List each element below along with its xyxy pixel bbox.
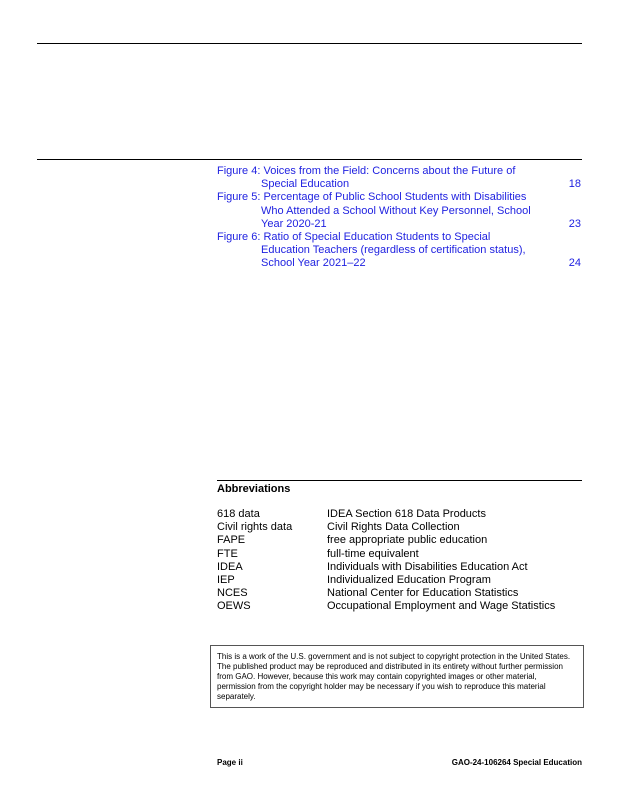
abbreviation-term: IDEA [217, 560, 243, 573]
figure-page-number: 23 [568, 217, 581, 230]
figure-title: Figure 6: Ratio of Special Education Students to Special [217, 231, 491, 244]
abbreviation-term: Civil rights data [217, 521, 293, 534]
abbreviation-row [217, 561, 583, 574]
figure-title-continued: Special Education [261, 178, 350, 191]
figure-link-5[interactable] [217, 191, 583, 231]
abbreviation-term: NCES [217, 587, 248, 600]
abbreviation-row [217, 521, 583, 534]
abbreviation-definition: Civil Rights Data Collection [327, 521, 460, 534]
abbreviation-row [217, 534, 583, 547]
abbreviation-row [217, 587, 583, 600]
abbreviation-row [217, 548, 583, 561]
page-number: Page ii [217, 758, 243, 767]
figure-title-continued: Who Attended a School Without Key Personnel, School Year 2020-21 [261, 204, 531, 230]
figure-title: Figure 5: Percentage of Public School Students with Disabilities [217, 191, 527, 204]
abbreviation-definition: free appropriate public education [327, 534, 488, 547]
abbreviation-term: IEP [217, 574, 235, 587]
abbreviation-row [217, 508, 583, 521]
copyright-notice: This is a work of the U.S. government and is not subject to copyright protection in the United States. The published product may be reproduced and distributed in its entirety without further permission from GAO. However, because this work may contain copyrighted images or other material, permission from the copyright holder may be necessary if you wish to reproduce this material separately. [210, 645, 584, 708]
abbreviation-definition: Occupational Employment and Wage Statistics [327, 600, 556, 613]
abbreviations-divider [217, 480, 582, 481]
abbreviation-term: 618 data [217, 508, 260, 520]
figure-link-6[interactable] [217, 231, 583, 271]
abbreviation-row [217, 600, 583, 613]
figure-title: Figure 4: Voices from the Field: Concerns about the Future of [217, 165, 516, 177]
abbreviation-term: FTE [217, 547, 238, 560]
abbreviation-definition: IDEA Section 618 Data Products [327, 508, 486, 520]
figure-page-number: 24 [568, 257, 581, 270]
figure-list [217, 165, 583, 271]
report-identifier: GAO-24-106264 Special Education [451, 758, 582, 767]
abbreviation-term: OEWS [217, 600, 251, 613]
abbreviation-row [217, 574, 583, 587]
figure-page-number: 18 [568, 178, 581, 191]
abbreviations-heading: Abbreviations [217, 483, 291, 495]
abbreviation-term: FAPE [217, 534, 246, 547]
abbreviation-definition: Individuals with Disabilities Education Act [327, 560, 528, 573]
figure-link-4[interactable] [217, 165, 583, 191]
abbreviations-table [217, 508, 583, 614]
top-divider [37, 43, 582, 44]
abbreviation-definition: National Center for Education Statistics [327, 587, 519, 600]
abbreviation-definition: full-time equivalent [327, 547, 419, 560]
figure-title-continued: Education Teachers (regardless of certification status), School Year 2021–22 [261, 244, 526, 270]
abbreviation-definition: Individualized Education Program [327, 574, 491, 587]
section-divider [37, 159, 582, 160]
